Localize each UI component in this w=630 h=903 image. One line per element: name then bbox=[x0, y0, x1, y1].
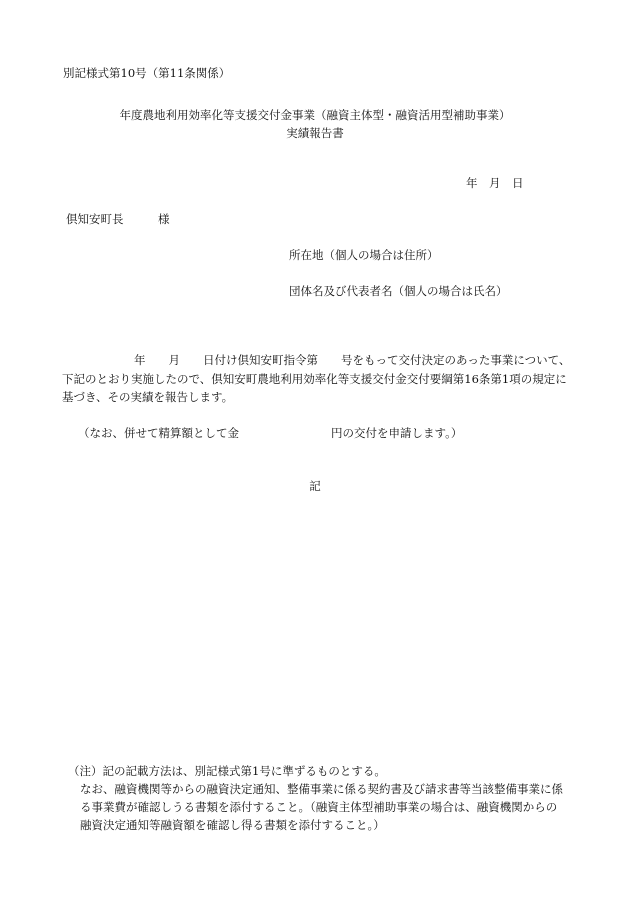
address-label: 所在地（個人の場合は住所） bbox=[289, 248, 439, 262]
addressee: 倶知安町長 様 bbox=[66, 212, 170, 226]
request-prefix: （なお、併せて精算額として金 bbox=[78, 426, 239, 440]
request-suffix: 円の交付を申請します。） bbox=[331, 426, 463, 440]
date-line: 年 月 日 bbox=[466, 176, 524, 190]
name-label: 団体名及び代表者名（個人の場合は氏名） bbox=[289, 284, 508, 298]
ki-marker: 記 bbox=[309, 479, 321, 493]
document-title: 年度農地利用効率化等支援交付金事業（融資主体型・融資活用型補助事業） bbox=[119, 108, 511, 122]
note-line-3: る事業費が確認しうる書類を添付すること。（融資主体型補助事業の場合は、融資機関からの bbox=[80, 800, 558, 814]
note-line-4: 融資決定通知等融資額を確認し得る書類を添付すること。） bbox=[80, 818, 385, 832]
note-line-2: なお、融資機関等からの融資決定通知、整備事業に係る契約書及び請求書等当該整備事業に係 bbox=[80, 782, 563, 796]
document-subtitle: 実績報告書 bbox=[286, 126, 344, 140]
note-line-1: （注）記の記載方法は、別記様式第1号に準ずるものとする。 bbox=[68, 764, 386, 778]
body-line-2: 下記のとおり実施したので、倶知安町農地利用効率化等支援交付金交付要綱第16条第1項の規定に bbox=[62, 372, 567, 386]
body-line-1: 年 月 日付け倶知安町指令第 号をもって交付決定のあった事業について、 bbox=[134, 353, 571, 367]
form-label: 別記様式第10号（第11条関係） bbox=[63, 66, 231, 80]
body-line-3: 基づき、その実績を報告します。 bbox=[62, 390, 234, 404]
